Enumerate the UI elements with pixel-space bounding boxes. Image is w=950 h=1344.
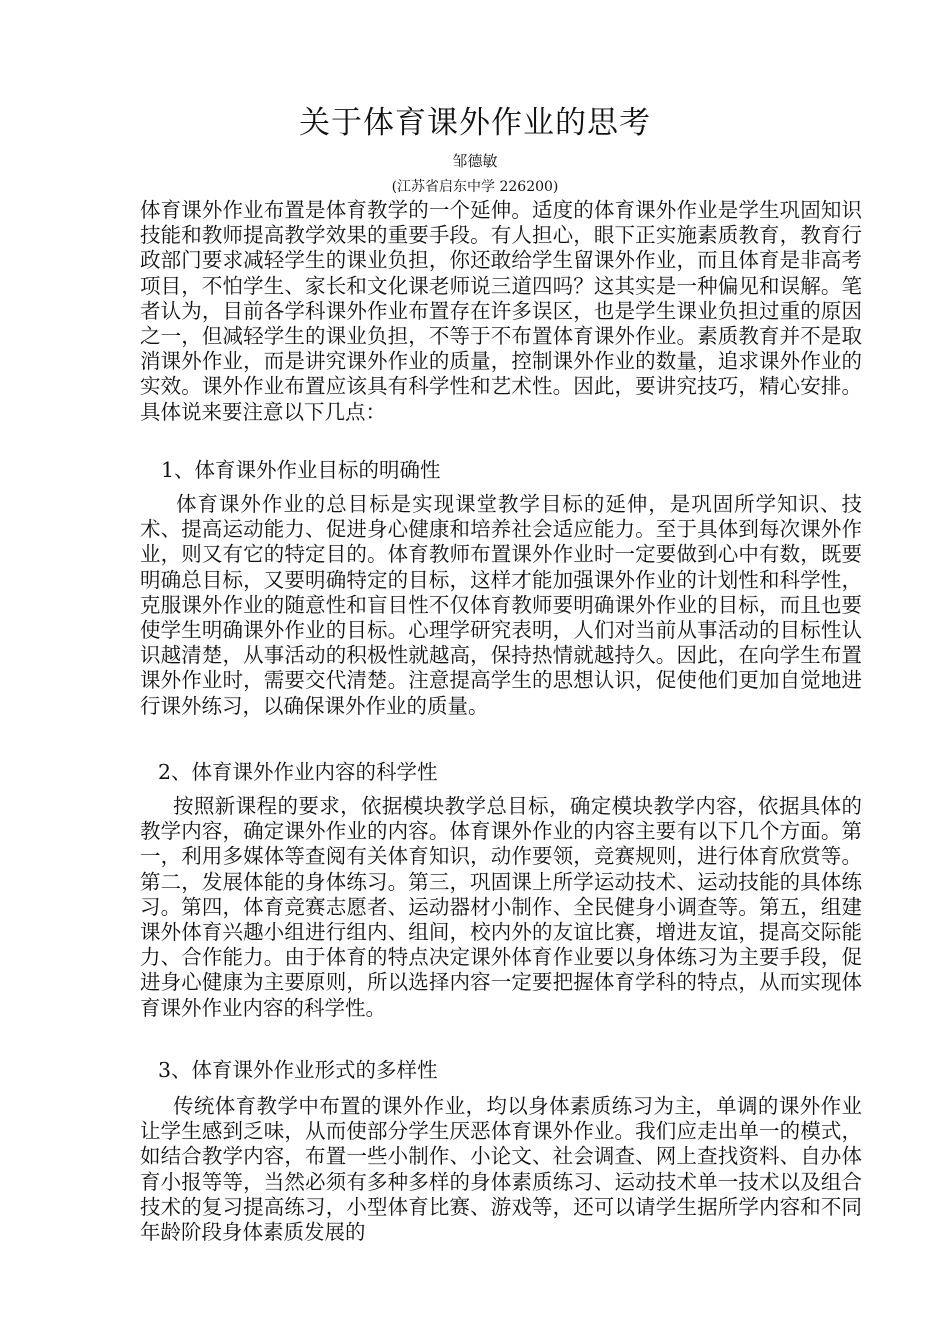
section-paragraph-1: 体育课外作业的总目标是实现课堂教学目标的延伸，是巩固所学知识、技术、提高运动能力、促进身心健康和培养社会适应能力。至于具体到每次课外作业，则又有它的特定目的。体育教师布置课外作业时一定要做到心中有数，既要明确总目标，又要明确特定的目标，这样才能加强课外作业的计划性和科学性，克服课外作业的随意性和盲目性不仅体育教师要明确课外作业的目标，而且也要使学生明确课外作业的目标。心理学研究表明，人们对当前从事活动的目标性认识越清楚，从事活动的积极性就越高，保持热情就越持久。因此，在向学生布置课外作业时，需要交代清楚。注意提高学生的思想认识，促使他们更加自觉地进行课外练习，以确保课外作业的质量。 xyxy=(140,492,862,718)
section-heading-3: 3、体育课外作业形式的多样性 xyxy=(158,1058,438,1082)
author-name: 邹德敏 xyxy=(452,152,498,170)
document-title: 关于体育课外作业的思考 xyxy=(299,105,651,141)
section-heading-2: 2、体育课外作业内容的科学性 xyxy=(158,760,438,784)
section-heading-1: 1、体育课外作业目标的明确性 xyxy=(161,458,441,482)
intro-paragraph: 体育课外作业布置是体育教学的一个延伸。适度的体育课外作业是学生巩固知识技能和教师提高教学效果的重要手段。有人担心，眼下正实施素质教育，教育行政部门要求减轻学生的课业负担，你还敢给学生留课外作业，而且体育是非高考项目，不怕学生、家长和文化课老师说三道四吗？这其实是一种偏见和误解。笔者认为，目前各学科课外作业布置存在许多误区，也是学生课业负担过重的原因之一，但减轻学生的课业负担，不等于不布置体育课外作业。素质教育并不是取消课外作业，而是讲究课外作业的质量，控制课外作业的数量，追求课外作业的实效。课外作业布置应该具有科学性和艺术性。因此，要讲究技巧，精心安排。具体说来要注意以下几点： xyxy=(140,198,862,424)
author-affiliation: (江苏省启东中学 226200) xyxy=(391,179,559,195)
section-paragraph-3: 传统体育教学中布置的课外作业，均以身体素质练习为主，单调的课外作业让学生感到乏味，从而使部分学生厌恶体育课外作业。我们应走出单一的模式，如结合教学内容，布置一些小制作、小论文、社会调查、网上查找资料、自办体育小报等等，当然必须有多种多样的身体素质练习、运动技术单一技术以及组合技术的复习提高练习，小型体育比赛、游戏等，还可以请学生据所学内容和不同年龄阶段身体素质发展的 xyxy=(140,1094,862,1245)
section-paragraph-2: 按照新课程的要求，依据模块教学总目标，确定模块教学内容，依据具体的教学内容，确定课外作业的内容。体育课外作业的内容主要有以下几个方面。第一，利用多媒体等查阅有关体育知识，动作要领，竞赛规则，进行体育欣赏等。第二，发展体能的身体练习。第三，巩固课上所学运动技术、运动技能的具体练习。第四，体育竞赛志愿者、运动器材小制作、全民健身小调查等。第五，组建课外体育兴趣小组进行组内、组间，校内外的友谊比赛，增进友谊，提高交际能力、合作能力。由于体育的特点决定课外体育作业要以身体练习为主要手段，促进身心健康为主要原则，所以选择内容一定要把握体育学科的特点，从而实现体育课外作业内容的科学性。 xyxy=(140,794,862,1020)
